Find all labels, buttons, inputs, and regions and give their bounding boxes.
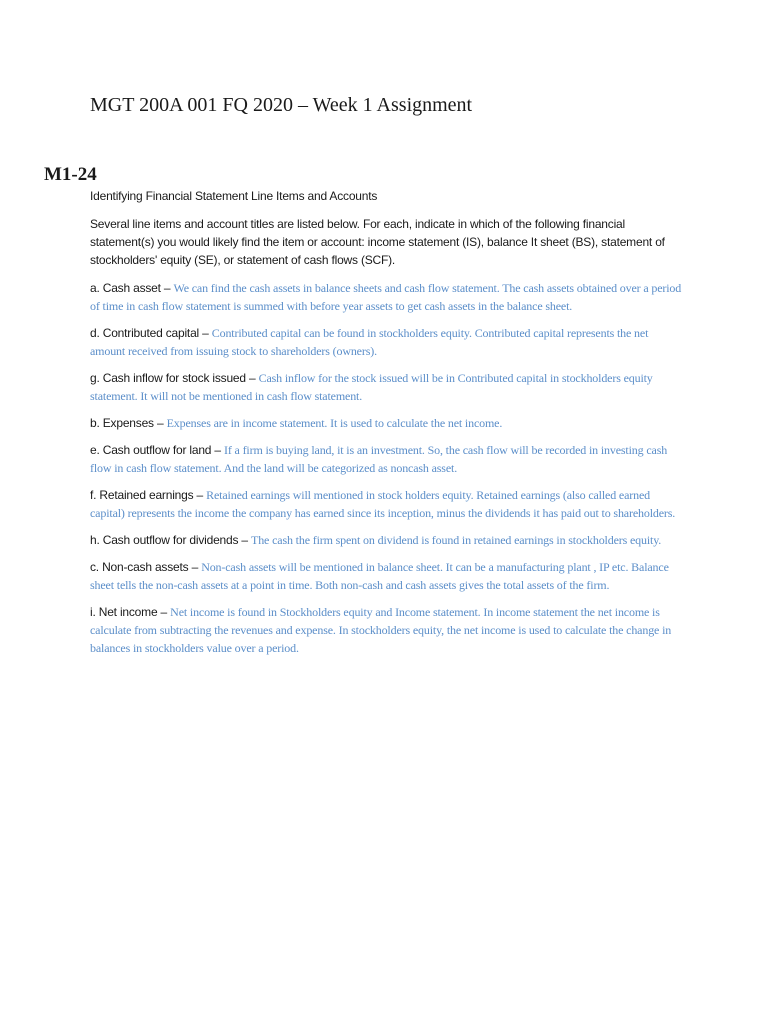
answer-list (90, 279, 682, 657)
section-heading: M1-24 (44, 164, 97, 185)
answer-item (90, 486, 682, 522)
item-label: d. Contributed capital – (90, 326, 212, 340)
answer-item (90, 414, 682, 432)
exercise-subtitle: Identifying Financial Statement Line Items and Accounts (90, 189, 378, 203)
item-answer: Contributed capital can be found in stockholders equity. Contributed capital represents the net amount received from issuing stock to shareholders (owners). (90, 326, 649, 358)
item-answer: Retained earnings will mentioned in stock holders equity. Retained earnings (also called earned capital) represents the income the company has earned since its inception, minus the dividends it has paid out to shareholders. (90, 488, 676, 520)
item-answer: Cash inflow for the stock issued will be in Contributed capital in stockholders equity statement. It will not be mentioned in cash flow statement. (90, 371, 653, 403)
item-label: h. Cash outflow for dividends – (90, 533, 252, 547)
document-title: MGT 200A 001 FQ 2020 – Week 1 Assignment (90, 94, 473, 116)
item-label: c. Non-cash assets – (90, 560, 202, 574)
answer-item (90, 531, 682, 549)
answer-item (90, 279, 682, 315)
answer-item (90, 324, 682, 360)
answer-item (90, 558, 682, 594)
answer-item (90, 603, 682, 657)
item-label: g. Cash inflow for stock issued – (90, 371, 259, 385)
item-label: f. Retained earnings – (90, 488, 207, 502)
item-answer: Net income is found in Stockholders equity and Income statement. In income statement the net income is calculate from subtracting the revenues and expense. In stockholders equity, the net income is used to calculate the change in balances in stockholders value over a period. (90, 605, 672, 655)
item-label: b. Expenses – (90, 416, 167, 430)
item-label: i. Net income – (90, 605, 171, 619)
answer-item (90, 441, 682, 477)
exercise-instructions: Several line items and account titles are listed below. For each, indicate in which of the following financial statement(s) you would likely find the item or account: income statement (IS), balance It sheet (BS), statement of stockholders' equity (SE), or statement of cash flows (SCF). (90, 217, 665, 267)
item-answer: If a firm is buying land, it is an investment. So, the cash flow will be recorded in investing cash flow in cash flow statement. And the land will be categorized as noncash asset. (90, 443, 668, 475)
answer-item (90, 369, 682, 405)
item-answer: Expenses are in income statement. It is used to calculate the net income. (166, 416, 503, 430)
item-answer: We can find the cash assets in balance sheets and cash flow statement. The cash assets obtained over a period of time in cash flow statement is summed with before year assets to get cash assets in the balance sheet. (90, 281, 682, 313)
item-answer: Non-cash assets will be mentioned in balance sheet. It can be a manufacturing plant , IP etc. Balance sheet tells the non-cash assets at a point in time. Both non-cash and cash assets gives the total assets of the firm. (90, 560, 669, 592)
item-label: a. Cash asset – (90, 281, 174, 295)
document-body (90, 187, 682, 666)
item-answer: The cash the firm spent on dividend is found in retained earnings in stockholders equity. (251, 533, 662, 547)
item-label: e. Cash outflow for land – (90, 443, 225, 457)
